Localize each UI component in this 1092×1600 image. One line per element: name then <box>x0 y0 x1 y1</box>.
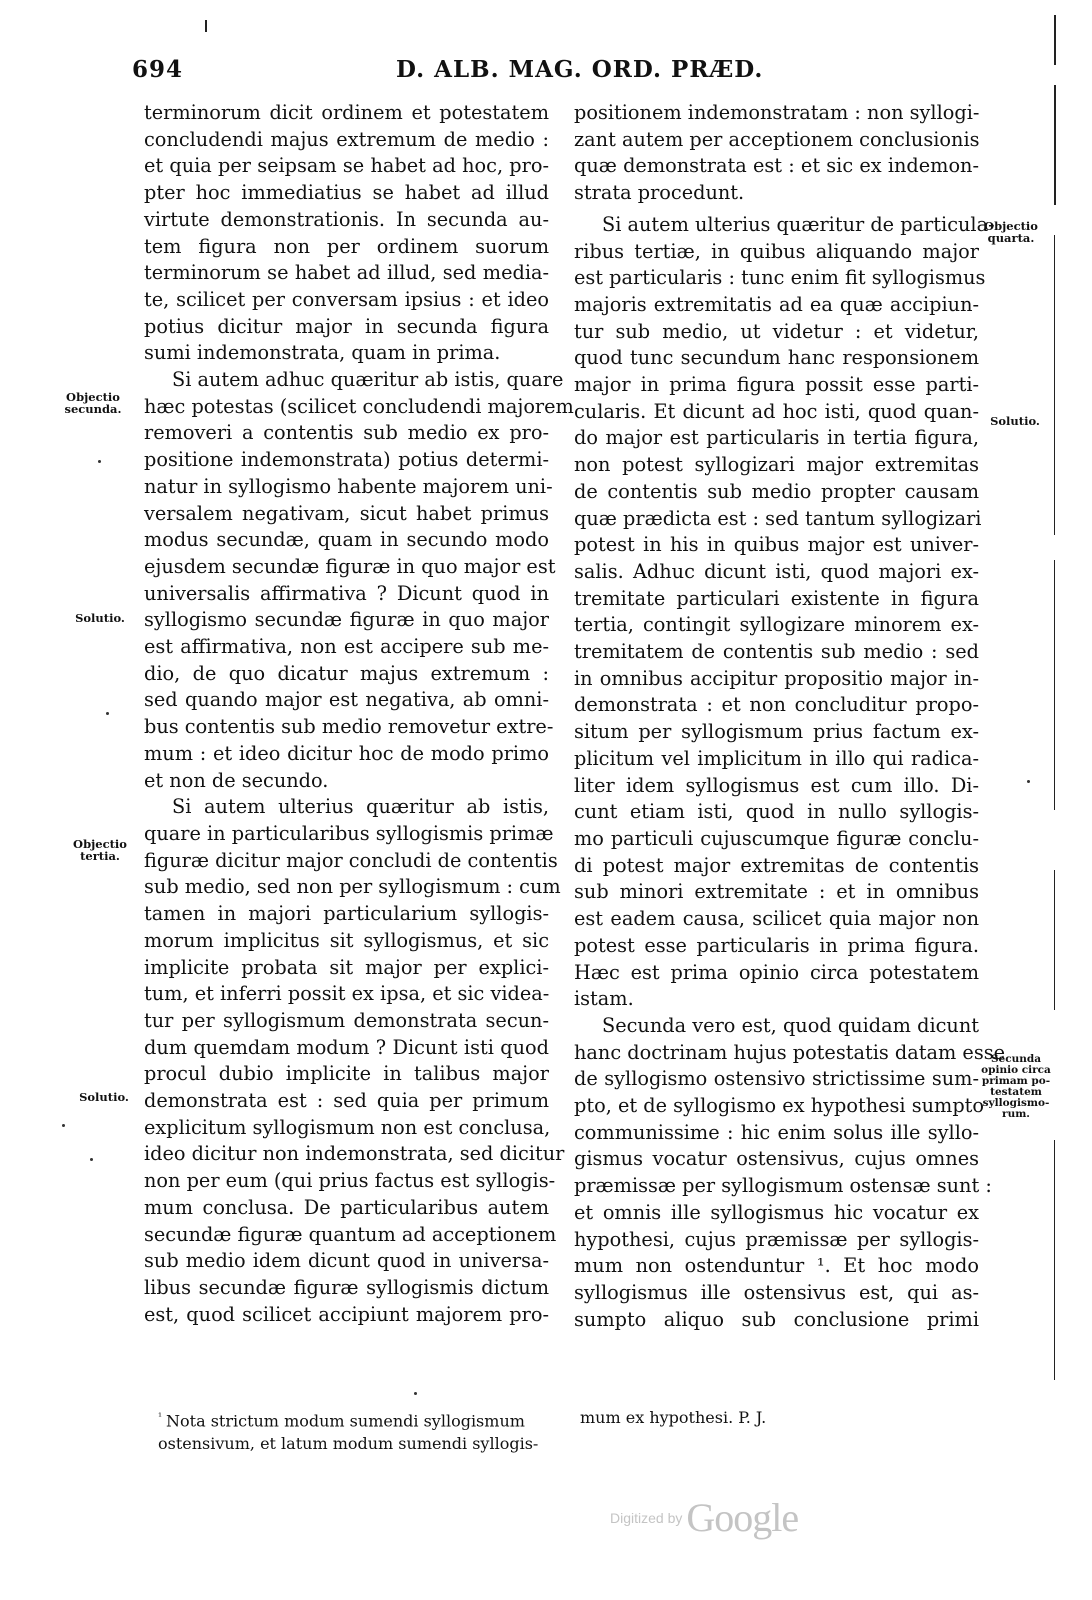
text-line: Secunda vero est, quod quidam dicunt <box>602 1013 979 1037</box>
margin-note-objectio-tertia: Objectio tertia. <box>73 837 127 863</box>
text-line: est affirmativa, non est accipere sub me- <box>144 635 549 659</box>
text-line: quod tunc secundum hanc responsionem <box>574 346 979 370</box>
text-line: di potest major extremitas de contentis <box>574 853 979 877</box>
text-line: majoris extremitatis ad ea quæ accipiun- <box>574 292 979 316</box>
scan-speck <box>90 1158 93 1161</box>
text-line: tremitatem de contentis sub medio : sed <box>574 640 979 664</box>
scan-speck <box>414 1392 417 1395</box>
text-line: de syllogismo ostensivo strictissime sum- <box>574 1067 979 1091</box>
scan-speck <box>1027 780 1030 783</box>
text-line: sub medio, sed non per syllogismum : cum <box>144 875 561 899</box>
text-line: demonstrata : et non concluditur propo- <box>574 693 979 717</box>
text-line: cunt etiam isti, quod in nullo syllogis- <box>574 800 979 824</box>
text-line: quæ demonstrata est : et sic ex indemon- <box>574 154 979 178</box>
left-column <box>144 100 574 1328</box>
google-logo: Google <box>686 1495 799 1540</box>
text-line: libus secundæ figuræ syllogismis dictum <box>144 1275 549 1299</box>
page-edge <box>1054 560 1055 810</box>
text-line: quare in particularibus syllogismis primæ <box>144 821 554 845</box>
footnote-line: $^{^1}$ Nota strictum modum sumendi syllogismum <box>158 1411 525 1431</box>
text-line: tamen in majori particularium syllogis- <box>144 902 549 926</box>
text-line: quæ prædicta est : sed tantum syllogizari <box>574 506 982 530</box>
footnote-continuation: mum ex hypothesi. P. J. <box>580 1408 767 1427</box>
text-line: mo particuli cujuscumque figuræ conclu- <box>574 826 979 850</box>
page-edge <box>1054 85 1056 205</box>
text-line: major in prima figura possit esse parti- <box>574 373 979 397</box>
text-line: in omnibus accipitur propositio major in- <box>574 666 979 690</box>
text-line: implicite probata sit major per explici- <box>144 955 549 979</box>
text-line: et non de secundo. <box>144 768 329 792</box>
text-line: universalis affirmativa ? Dicunt quod in <box>144 581 549 605</box>
text-line: tem figura non per ordinem suorum <box>144 234 549 258</box>
text-line: Si autem adhuc quæritur ab istis, quare <box>172 368 564 392</box>
text-line: secundæ figuræ quantum ad acceptionem <box>144 1222 557 1246</box>
margin-note-solutio: Solutio. <box>990 414 1040 428</box>
text-line: tremitate particulari existente in figura <box>574 586 979 610</box>
text-line: pter hoc immediatius se habet ad illud <box>144 181 549 205</box>
margin-note-objectio-secunda: Objectio secunda. <box>64 390 122 416</box>
text-line: virtute demonstrationis. In secunda au- <box>144 207 549 231</box>
text-line: est, quod scilicet accipiunt majorem pro- <box>144 1302 549 1326</box>
text-line: dio, de quo dicatur majus extremum : <box>144 661 549 685</box>
text-line: tertia, contingit syllogizare minorem ex- <box>574 613 979 637</box>
text-line: sed quando major est negativa, ab omni- <box>144 688 549 712</box>
print-mark <box>205 20 207 32</box>
text-line: explicitum syllogismum non est conclusa, <box>144 1115 551 1139</box>
text-line: cularis. Et dicunt ad hoc isti, quod quan- <box>574 399 979 423</box>
text-line: sub medio idem dicunt quod in universa- <box>144 1249 549 1273</box>
text-line: potest esse particularis in prima figura. <box>574 933 979 957</box>
text-line: te, scilicet per conversam ipsius : et ideo <box>144 287 549 311</box>
text-line: communissime : hic enim solus ille syllo- <box>574 1120 979 1144</box>
text-line: liter idem syllogismus est cum illo. Di- <box>574 773 979 797</box>
page-edge <box>1054 870 1055 1010</box>
text-line: terminorum se habet ad illud, sed media- <box>144 261 549 285</box>
text-line: et omnis ille syllogismus hic vocatur ex <box>574 1200 979 1224</box>
text-line: salis. Adhuc dicunt isti, quod majori ex- <box>574 559 979 583</box>
footnote-line: ostensivum, et latum modum sumendi syllogis- <box>158 1434 539 1454</box>
margin-note-solutio: Solutio. <box>75 611 125 625</box>
scan-speck <box>62 1124 65 1127</box>
text-line: mum non ostenduntur ¹. Et hoc modo <box>574 1254 979 1278</box>
text-line: Si autem ulterius quæritur ab istis, <box>172 795 549 819</box>
text-line: hæc potestas (scilicet concludendi majorem <box>144 394 574 418</box>
scan-speck <box>106 712 109 715</box>
text-line: morum implicitus sit syllogismus, et sic <box>144 928 549 952</box>
text-line: natur in syllogismo habente majorem uni- <box>144 474 553 498</box>
text-line: istam. <box>574 987 634 1011</box>
text-line: tum, et inferri possit ex ipsa, et sic videa- <box>144 982 550 1006</box>
text-line: plicitum vel implicitum in illo qui radica- <box>574 746 979 770</box>
page-number: 694 <box>132 56 184 83</box>
text-line: positionem indemonstratam : non syllogi- <box>574 101 980 124</box>
text-line: Si autem ulterius quæritur de particula- <box>602 212 995 236</box>
text-line: est particularis : tunc enim fit syllogismus <box>574 266 986 290</box>
text-line: mum conclusa. De particularibus autem <box>144 1195 549 1219</box>
text-line: ideo dicitur non indemonstrata, sed dicitur <box>144 1142 565 1166</box>
text-line: figuræ dicitur major concludi de contentis <box>144 848 558 872</box>
text-line: do major est particularis in tertia figura, <box>574 426 979 450</box>
text-line: hypothesi, cujus præmissæ per syllogis- <box>574 1227 979 1251</box>
text-line: gismus vocatur ostensivus, cujus omnes <box>574 1147 979 1171</box>
text-line: est eadem causa, scilicet quia major non <box>574 907 979 931</box>
watermark-caption: Digitized by <box>610 1510 683 1526</box>
text-line: positione indemonstrata) potius determi- <box>144 448 549 472</box>
text-line: removeri a contentis sub medio ex pro- <box>144 421 549 445</box>
text-line: terminorum dicit ordinem et potestatem <box>144 101 549 124</box>
scan-speck <box>98 460 101 463</box>
text-line: situm per syllogismum prius factum ex- <box>574 720 979 744</box>
margin-note-secunda-opinio: Secunda opinio circa primam po- testatem syllogismo- rum. <box>981 1053 1051 1120</box>
text-line: præmissæ per syllogismum ostensæ sunt : <box>574 1174 992 1198</box>
text-line: non per eum (qui prius factus est syllogis- <box>144 1169 556 1193</box>
footnote-mark: ¹ <box>158 1412 163 1423</box>
text-line: de contentis sub medio propter causam <box>574 479 979 503</box>
text-line: zant autem per acceptionem conclusionis <box>574 127 980 151</box>
margin-note-objectio-quarta: Objectio quarta. <box>984 219 1038 245</box>
text-line: pto, et de syllogismo ex hypothesi sumpto <box>574 1094 985 1118</box>
text-line: versalem negativam, sicut habet primus <box>144 501 549 525</box>
text-line: modus secundæ, quam in secundo modo <box>144 528 549 552</box>
text-line: syllogismo secundæ figuræ in quo major <box>144 608 549 632</box>
text-line: sub minori extremitate : et in omnibus <box>574 880 979 904</box>
text-line: Hæc est prima opinio circa potestatem <box>574 960 979 984</box>
page-edge <box>1054 15 1056 65</box>
text-line: concludendi majus extremum de medio : <box>144 127 549 151</box>
text-line: ribus tertiæ, in quibus aliquando major <box>574 239 979 263</box>
text-line: dum quemdam modum ? Dicunt isti quod <box>144 1035 549 1059</box>
text-line: mum : et ideo dicitur hoc de modo primo <box>144 741 549 765</box>
page-edge <box>1054 1140 1055 1380</box>
text-line: sumpto aliquo sub conclusione primi <box>574 1307 979 1331</box>
text-line: hanc doctrinam hujus potestatis datam esse <box>574 1040 1006 1064</box>
text-line: bus contentis sub medio removetur extre- <box>144 715 554 739</box>
text-line: et quia per seipsam se habet ad hoc, pro- <box>144 154 549 178</box>
text-line: tur per syllogismum demonstrata secun- <box>144 1008 549 1032</box>
footnote <box>158 1406 558 1455</box>
text-line: demonstrata est : sed quia per primum <box>144 1089 549 1113</box>
page-edge <box>1054 235 1055 535</box>
margin-note-solutio: Solutio. <box>79 1090 129 1104</box>
text-line: strata procedunt. <box>574 181 745 205</box>
text-line: non potest syllogizari major extremitas <box>574 453 979 477</box>
digitized-watermark <box>610 1494 798 1541</box>
running-title: D. ALB. MAG. ORD. PRÆD. <box>396 56 764 83</box>
text-line: potius dicitur major in secunda figura <box>144 314 549 338</box>
text-line: tur sub medio, ut videtur : et videtur, <box>574 319 979 343</box>
text-line: procul dubio implicite in talibus major <box>144 1062 549 1086</box>
text-line: potest in his in quibus major est univer- <box>574 533 979 557</box>
text-line: syllogismus ille ostensivus est, qui as- <box>574 1280 979 1304</box>
right-column <box>574 100 1006 1333</box>
text-line: ejusdem secundæ figuræ in quo major est <box>144 554 556 578</box>
text-line: sumi indemonstrata, quam in prima. <box>144 341 501 365</box>
